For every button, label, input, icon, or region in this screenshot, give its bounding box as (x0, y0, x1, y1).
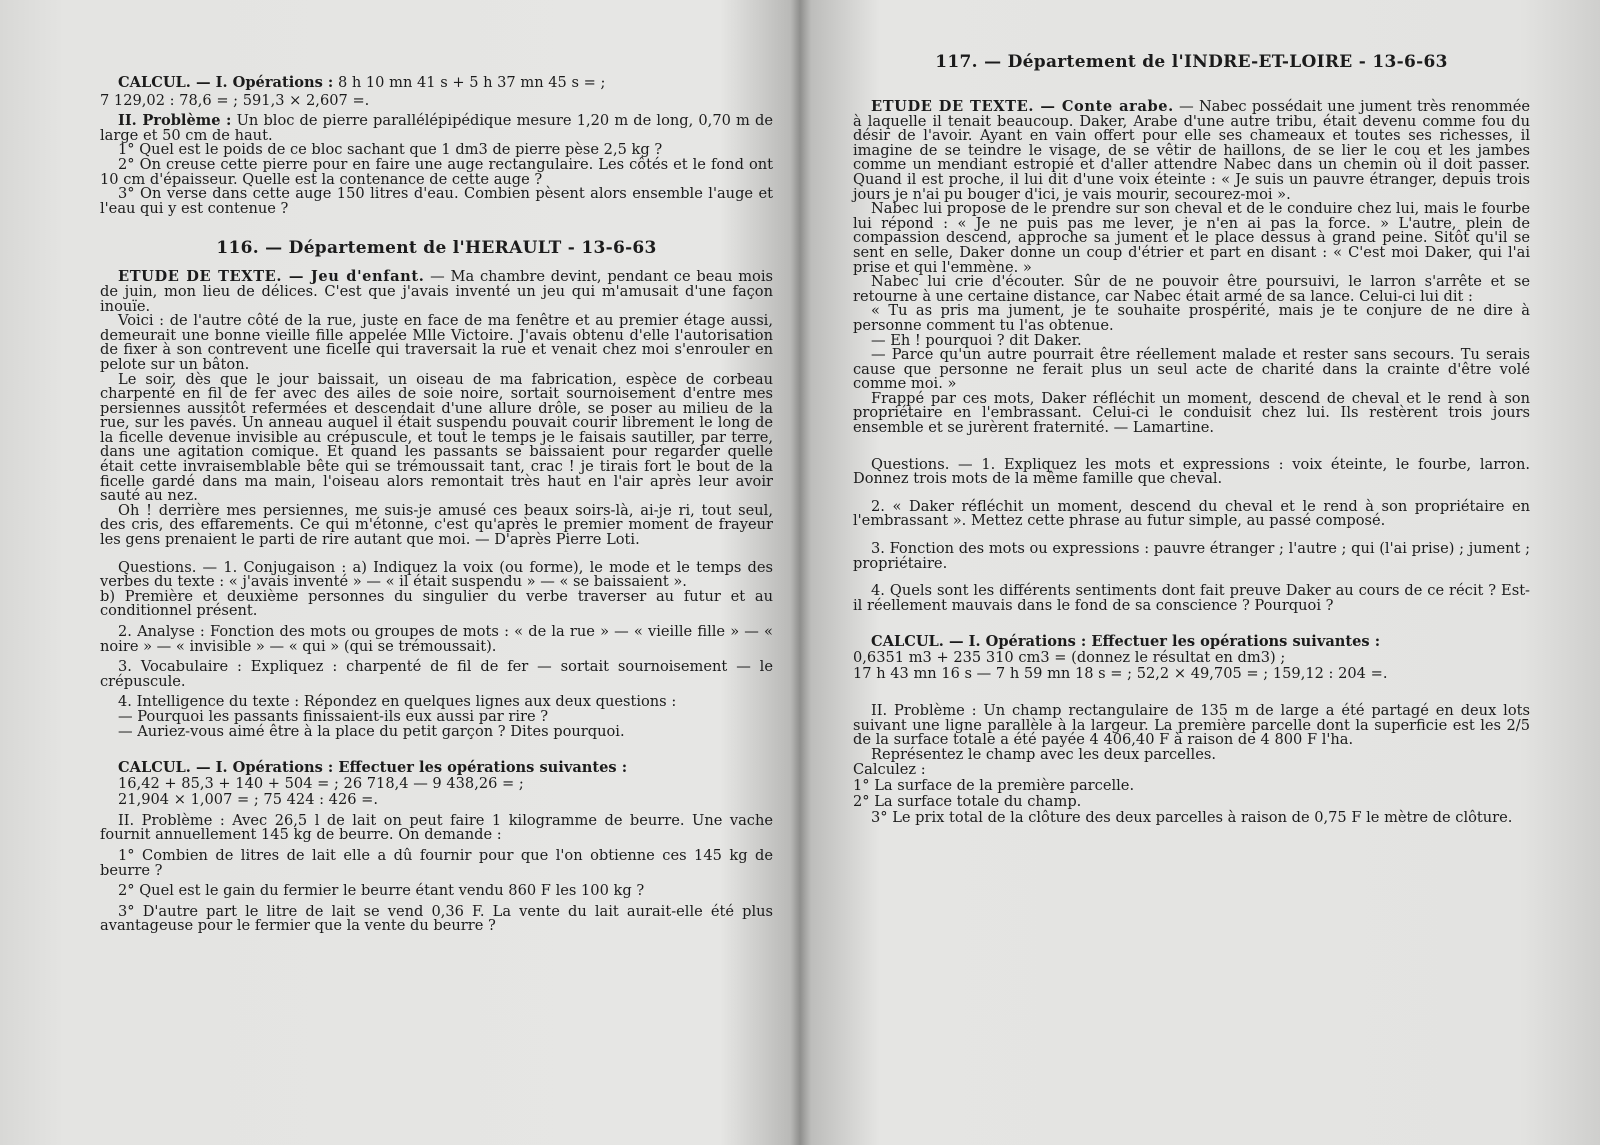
paragraph: — Nabec possédait une jument très renommée à laquelle il tenait beaucoup. Daker, Arabe d'une autre tribu, était devenu comme fou du désir de l'avoir. Ayant en vain offert pour elle ses chameaux et toutes ses richesses, il imagine de se teindre le visage, de se vêtir de haillons, de se lier le cou et les jambes comme un mendiant estropié et d'aller attendre Nabec dans un chemin où il doit passer. Quand il est proche, il lui dit d'une voix éteinte : « Je suis un pauvre étranger, depuis trois jours je n'ai pu bouger d'ici, je vais mourir, secourez-moi ». (853, 98, 1531, 203)
probleme-text: II. Problème : Avec 26,5 l de lait on peut faire 1 kilogramme de beurre. Une vache fournit annuellement 145 kg de beurre. On demande : (100, 811, 773, 844)
operations-line: 21,904 × 1,007 = ; 75 424 : 426 =. (118, 790, 379, 808)
question: 2. « Daker réfléchit un moment, descend du cheval et le rend à son propriétaire en l'embrassant ». Mettez cette phrase au futur simple, au passé composé. (853, 497, 1530, 530)
probleme-text: II. Problème : Un champ rectangulaire de 135 m de large a été partagé en deux lots suivant une ligne parallèle à la largeur. La première parcelle dont la superficie est les 2/5 de la surface totale a été payée 4 406,40 F à raison de 4 800 F l'ha. (853, 702, 1530, 749)
operations-line: 7 129,02 : 78,6 = ; 591,3 × 2,607 =. (100, 91, 370, 109)
etude-heading: ETUDE DE TEXTE. — Jeu d'enfant. (118, 268, 425, 286)
operations-line: 8 h 10 mn 41 s + 5 h 37 mn 45 s = ; (337, 74, 606, 91)
probleme-text: Un bloc de pierre parallélépipédique mesure 1,20 m de long, 0,70 m de large et 50 cm de haut. (100, 112, 773, 144)
paragraph: Frappé par ces mots, Daker réfléchit un moment, descend de cheval et le rend à son propriétaire en l'embrassant. Celui-ci le conduisit chez lui. Ils restèrent trois jours ensemble et se jurèrent fraternité. — Lamartine. (853, 389, 1530, 437)
operations-line: 17 h 43 mn 16 s — 7 h 59 mn 18 s = ; 52,2 × 49,705 = ; 159,12 : 204 =. (853, 665, 1388, 682)
instruction: Calculez : (853, 761, 926, 779)
paragraph: Le soir, dès que le jour baissait, un oiseau de ma fabrication, espèce de corbeau charpenté en fil de fer avec des ailes de soie noire, sortait sournoisement d'entre mes persiennes aussitôt refermées et descendait d'une allure drôle, se poser au milieu de la rue, sur les pavés. Un anneau auquel il était suspendu pouvait courir librement le long de la ficelle devenue invisible au crépuscule, et tout le temps je le faisais sautiller, par terre, dans une agitation comique. Et quand les passants se baissaient pour regarder quelle était cette invraisemblable bête qui se trémoussait tant, crac ! je tirais fort le bout de la ficelle gardé dans ma main, l'oiseau alors remontait très haut en l'air après leur avoir sauté au nez. (100, 370, 773, 505)
etude-de-texte (100, 270, 773, 547)
question: 3. Fonction des mots ou expressions : pauvre étranger ; l'autre ; qui (l'ai prise) ; jument ; propriétaire. (853, 540, 1530, 572)
right-page (805, 0, 1600, 1145)
question: Questions. — 1. Expliquez les mots et expressions : voix éteinte, le fourbe, larron. Donnez trois mots de la même famille que cheval. (853, 455, 1530, 488)
question: 4. Quels sont les différents sentiments dont fait preuve Daker au cours de ce récit ? Est-il réellement mauvais dans le fond de sa conscience ? Pourquoi ? (853, 582, 1530, 614)
question: Questions. — 1. Conjugaison : a) Indiquez la voix (ou forme), le mode et le temps des verbes du texte : « j'avais inventé » — « il était suspendu » — « se baissaient ». (100, 558, 773, 591)
etude-heading: ETUDE DE TEXTE. — Conte arabe. (871, 98, 1174, 115)
instruction: Représentez le champ avec les deux parcelles. (871, 745, 1216, 763)
question: 1° Combien de litres de lait elle a dû fournir pour que l'on obtienne ces 145 kg de beurre ? (100, 846, 773, 879)
operations-line: 16,42 + 85,3 + 140 + 504 = ; 26 718,4 — 9 438,26 = ; (118, 774, 524, 792)
question: 3° On verse dans cette auge 150 litres d'eau. Combien pèsent alors ensemble l'auge et l'eau qui y est contenue ? (100, 185, 773, 217)
operations-line: 0,6351 m3 + 235 310 cm3 = (donnez le résultat en dm3) ; (853, 649, 1286, 666)
calcul-heading: CALCUL. — I. Opérations : Effectuer les opérations suivantes : (871, 633, 1381, 651)
question: 2° Quel est le gain du fermier le beurre étant vendu 860 F les 100 kg ? (118, 882, 645, 900)
calcul-section-a (100, 76, 773, 216)
paragraph: Voici : de l'autre côté de la rue, juste en face de ma fenêtre et au premier étage aussi, demeurait une bonne vieille fille appelée Mlle Victoire. J'avais obtenu d'elle l'autorisation de fixer à son contrevent une ficelle qui traversait la rue et venait chez moi s'enrouler en pelote sur un bâton. (100, 312, 773, 373)
question: 2° On creuse cette pierre pour en faire une auge rectangulaire. Les côtés et le fond ont 10 cm d'épaisseur. Quelle est la contenance de cette auge ? (100, 155, 773, 188)
question: 2° La surface totale du champ. (853, 793, 1082, 811)
calcul-section-b (100, 761, 773, 934)
section-title-117: 117. — Département de l'INDRE-ET-LOIRE - 13-6-63 (935, 52, 1448, 72)
question: 3° Le prix total de la clôture des deux parcelles à raison de 0,75 F le mètre de clôture. (871, 809, 1513, 827)
paragraph: Nabec lui propose de le prendre sur son cheval et de le conduire chez lui, mais le fourbe lui répond : « Je ne puis pas me lever, je n'en ai pas la force. » L'autre, plein de compassion descend, approche sa jument et le place dessus à grand peine. Sitôt qu'il se sent en selle, Daker donne un coup d'étrier et part en disant : « C'est moi Daker, qui l'ai prise et qui l'emmène. » (853, 200, 1530, 276)
question: 3. Vocabulaire : Expliquez : charpenté de fil de fer — sortait sournoisement — le crépuscule. (100, 658, 773, 690)
paragraph: Nabec lui crie d'écouter. Sûr de ne pouvoir être poursuivi, le larron s'arrête et se retourne à une certaine distance, car Nabec était armé de sa lance. Celui-ci lui dit : (853, 273, 1530, 305)
paragraph: Oh ! derrière mes persiennes, me suis-je amusé ces beaux soirs-là, ai-je ri, tout seul, des cris, des effarements. Ce qui m'étonne, c'est qu'après le premier moment de frayeur les gens prenaient le parti de rire autant que moi. — D'après Pierre Loti. (100, 501, 773, 549)
question: 1° La surface de la première parcelle. (853, 777, 1135, 795)
question: 2. Analyse : Fonction des mots ou groupes de mots : « de la rue » — « vieille fille » — « noire » — « invisible » — « qui » (qui se trémoussait). (100, 623, 773, 655)
calcul-section (853, 635, 1530, 826)
question: 1° Quel est le poids de ce bloc sachant que 1 dm3 de pierre pèse 2,5 kg ? (118, 141, 663, 159)
paragraph: « Tu as pris ma jument, je te souhaite prospérité, mais je te conjure de ne dire à personne comment tu l'as obtenue. (853, 302, 1530, 334)
paragraph: — Eh ! pourquoi ? dit Daker. (871, 331, 1082, 349)
etude-de-texte (853, 100, 1530, 436)
question: b) Première et deuxième personnes du singulier du verbe traverser au futur et au conditionnel présent. (100, 587, 773, 620)
probleme-heading: II. Problème : (118, 112, 232, 130)
section-title-116: 116. — Département de l'HERAULT - 13-6-63 (216, 238, 657, 259)
question: — Auriez-vous aimé être à la place du petit garçon ? Dites pourquoi. (118, 722, 625, 740)
questions-section (853, 455, 1530, 614)
calcul-heading: CALCUL. — I. Opérations : (118, 74, 334, 91)
question: 3° D'autre part le litre de lait se vend 0,36 F. La vente du lait aurait-elle été plus avantageuse pour le fermier que la vente du beurre ? (100, 902, 773, 935)
question: — Pourquoi les passants finissaient-ils eux aussi par rire ? (118, 707, 549, 725)
calcul-heading: CALCUL. — I. Opérations : Effectuer les opérations suivantes : (118, 759, 628, 777)
question: 4. Intelligence du texte : Répondez en quelques lignes aux deux questions : (118, 693, 677, 711)
paragraph: — Ma chambre devint, pendant ce beau mois de juin, mon lieu de délices. C'est que j'avais inventé un jeu qui m'amusait d'une façon inouïe. (100, 268, 773, 315)
paragraph: — Parce qu'un autre pourrait être réellement malade et rester sans secours. Tu serais cause que personne ne ferait plus un seul acte de charité dans la crainte d'être volé comme moi. » (853, 346, 1530, 393)
left-page (0, 0, 795, 1145)
questions-section (100, 558, 773, 740)
